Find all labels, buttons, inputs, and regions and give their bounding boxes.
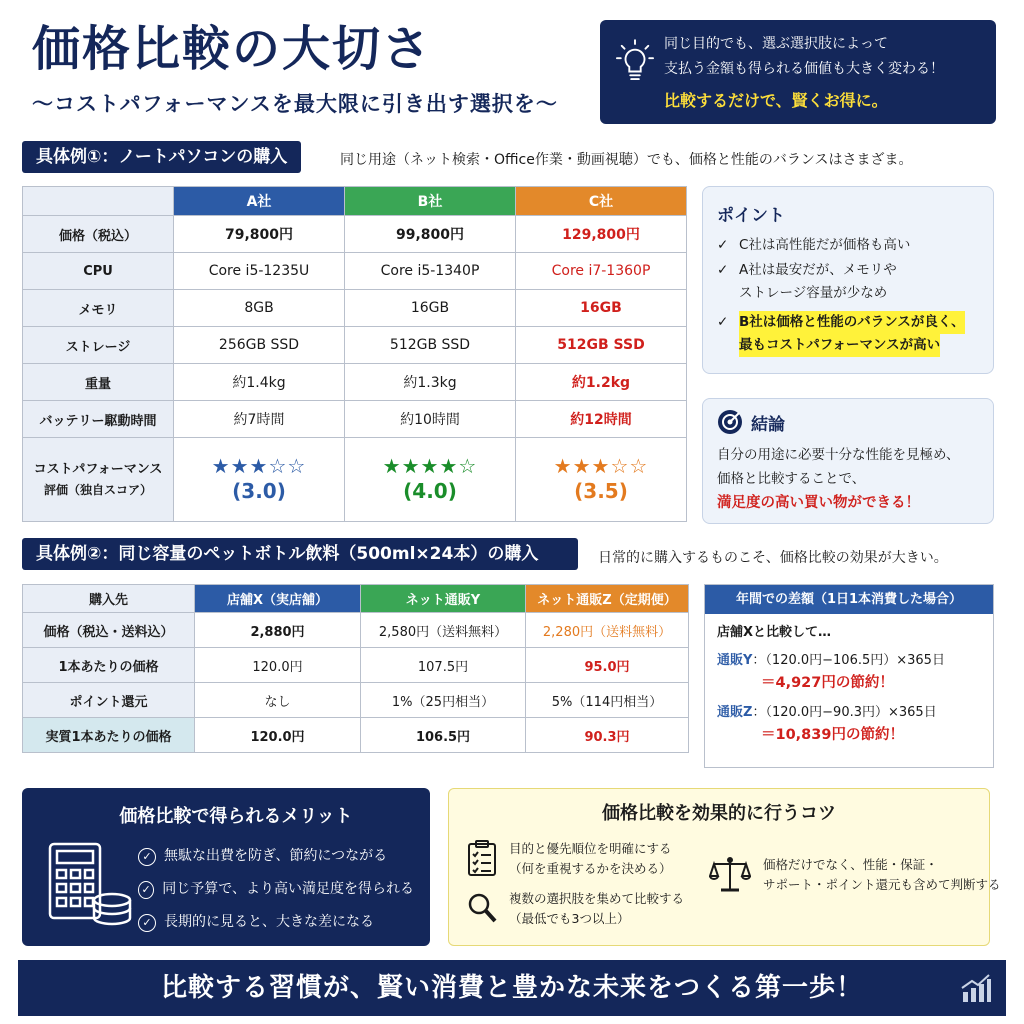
table-cell: 256GB SSD — [174, 327, 345, 364]
row-label: ストレージ — [23, 327, 174, 364]
table-row — [23, 290, 687, 327]
table-row — [23, 364, 687, 401]
rating-cell-b — [345, 438, 516, 522]
merits-box — [22, 788, 430, 946]
score-a: (3.0) — [232, 478, 286, 503]
table-cell: なし — [195, 683, 361, 718]
page-subtitle: 〜コストパフォーマンスを最大限に引き出す選択を〜 — [32, 92, 558, 116]
table-cell: 16GB — [516, 290, 687, 327]
rating-row — [23, 438, 687, 522]
table-cell: 約10時間 — [345, 401, 516, 438]
merits-title: 価格比較で得られるメリット — [119, 806, 353, 827]
table-row — [23, 648, 689, 683]
callout-emphasis: 比較するだけで、賢くお得に。 — [664, 91, 888, 110]
point-item-continued: ストレージ容量が少なめ — [739, 285, 888, 301]
footer-banner — [18, 960, 1006, 1016]
calculator-icon — [44, 840, 136, 932]
merit-item: ✓ 無駄な出費を防ぎ、節約につながる — [38, 840, 414, 873]
conclusion-title: 結論 — [751, 414, 785, 435]
table-cell: 512GB SSD — [516, 327, 687, 364]
table-cell: 約1.2kg — [516, 364, 687, 401]
conclusion-box — [702, 398, 994, 524]
check-icon: ✓ — [717, 262, 729, 278]
table-cell: 2,280円（送料無料） — [526, 613, 689, 648]
table-row — [23, 613, 689, 648]
row-label: 1本あたりの価格 — [23, 648, 195, 683]
beverage-comparison-table — [22, 584, 689, 753]
shop-y-calculation: ：（120.0円−106.5円）×365日 — [752, 653, 945, 668]
row-label: バッテリー駆動時間 — [23, 401, 174, 438]
column-header-shop-y: ネット通販Y — [361, 585, 526, 613]
table-cell: Core i7-1360P — [516, 253, 687, 290]
footer-text: 比較する習慣が、賢い消費と豊かな未来をつくる第一歩！ — [160, 973, 863, 1003]
page-title: 価格比較の大切さ — [32, 21, 433, 77]
callout-box — [600, 20, 996, 124]
shop-z-calculation: ：（120.0円−90.3円）×365日 — [752, 705, 937, 720]
tip-1-line-2: （何を重視するかを決める） — [509, 861, 672, 876]
tips-title: 価格比較を効果的に行うコツ — [602, 803, 836, 824]
annual-difference-box — [704, 584, 994, 768]
annual-difference-title: 年間での差額（1日1本消費した場合） — [705, 585, 993, 614]
check-circle-icon: ✓ — [138, 914, 156, 932]
conclusion-heading — [717, 409, 979, 435]
checklist-icon — [467, 839, 497, 877]
shop-y-savings: ＝4,927円の節約！ — [761, 675, 894, 691]
conclusion-line-3: 満足度の高い買い物ができる！ — [717, 495, 920, 511]
rating-cell-a — [174, 438, 345, 522]
conclusion-line-1: 自分の用途に必要十分な性能を見極め、 — [717, 447, 960, 463]
row-label: 実質1本あたりの価格 — [23, 718, 195, 753]
check-circle-icon: ✓ — [138, 881, 154, 899]
check-circle-icon: ✓ — [138, 848, 156, 866]
column-header-shop-z: ネット通販Z（定期便） — [526, 585, 689, 613]
table-cell: 79,800円 — [174, 216, 345, 253]
table-cell: 約12時間 — [516, 401, 687, 438]
table-cell: 90.3円 — [526, 718, 689, 753]
point-item: ✓ B社は価格と性能のバランスが良く、 — [717, 311, 979, 334]
table-cell: 120.0円 — [195, 648, 361, 683]
column-header-store-x: 店舗X（実店舗） — [195, 585, 361, 613]
point-item-continued: 最もコストパフォーマンスが高い — [717, 334, 979, 357]
tip-item — [467, 839, 672, 879]
table-header-label: 購入先 — [23, 585, 195, 613]
tip-1-line-1: 目的と優先順位を明確にする — [509, 841, 672, 856]
table-cell: 8GB — [174, 290, 345, 327]
check-icon: ✓ — [717, 314, 729, 330]
point-item: ✓ A社は最安だが、メモリや — [717, 259, 979, 282]
column-header-a: A社 — [174, 187, 345, 216]
table-cell: 95.0円 — [526, 648, 689, 683]
table-row — [23, 327, 687, 364]
tip-item — [709, 855, 1001, 895]
shop-z-label: 通販Z — [717, 705, 753, 720]
row-label: CPU — [23, 253, 174, 290]
table-cell: Core i5-1340P — [345, 253, 516, 290]
table-cell: 2,880円 — [195, 613, 361, 648]
tip-3-line-2: サポート・ポイント還元も含めて判断する — [763, 877, 1001, 892]
point-item: ✓ C社は高性能だが価格も高い — [717, 234, 979, 257]
table-cell: 約1.3kg — [345, 364, 516, 401]
table-row — [23, 401, 687, 438]
table-row — [23, 683, 689, 718]
shop-y-label: 通販Y — [717, 653, 753, 668]
table-cell: 約7時間 — [174, 401, 345, 438]
rating-label-line-2: 評価（独自スコア） — [43, 482, 152, 497]
table-cell: Core i5-1235U — [174, 253, 345, 290]
conclusion-line-2: 価格と比較することで、 — [717, 471, 866, 487]
table-cell: 2,580円（送料無料） — [361, 613, 526, 648]
annual-difference-intro: 店舗Xと比較して… — [717, 625, 832, 640]
example1-description: 同じ用途（ネット検索・Office作業・動画視聴）でも、価格と性能のバランスはさまざま。 — [340, 152, 913, 168]
example2-heading: 具体例②：同じ容量のペットボトル飲料（500ml×24本）の購入 — [22, 538, 578, 570]
lightbulb-icon — [616, 38, 654, 86]
column-header-c: C社 — [516, 187, 687, 216]
example2-description: 日常的に購入するものこそ、価格比較の効果が大きい。 — [598, 550, 948, 566]
tip-2-line-2: （最低でも3つ以上） — [509, 911, 630, 926]
rating-row-label — [23, 438, 174, 522]
example1-heading: 具体例①：ノートパソコンの購入 — [22, 141, 301, 173]
rating-cell-c — [516, 438, 687, 522]
target-icon — [717, 409, 743, 435]
star-rating-b: ★★★★☆ — [382, 453, 478, 478]
row-label: 重量 — [23, 364, 174, 401]
row-label: メモリ — [23, 290, 174, 327]
score-c: (3.5) — [574, 478, 628, 503]
scale-icon — [709, 855, 751, 893]
table-row — [23, 718, 689, 753]
row-label: 価格（税込・送料込） — [23, 613, 195, 648]
table-cell: 5%（114円相当） — [526, 683, 689, 718]
table-cell: 106.5円 — [361, 718, 526, 753]
point-title: ポイント — [717, 206, 785, 226]
table-cell: 107.5円 — [361, 648, 526, 683]
star-rating-a: ★★★☆☆ — [211, 453, 307, 478]
table-cell: 約1.4kg — [174, 364, 345, 401]
column-header-b: B社 — [345, 187, 516, 216]
callout-line-1: 同じ目的でも、選ぶ選択肢によって — [664, 36, 888, 52]
score-b: (4.0) — [403, 478, 457, 503]
callout-line-2: 支払う金額も得られる価値も大きく変わる！ — [664, 61, 944, 77]
magnifier-icon — [467, 889, 497, 927]
table-row — [23, 253, 687, 290]
tip-2-line-1: 複数の選択肢を集めて比較する — [509, 891, 685, 906]
merit-item: ✓ 同じ予算で、より高い満足度を得られる — [38, 873, 414, 906]
tip-3-line-1: 価格だけでなく、性能・保証・ — [763, 857, 938, 872]
merit-item: ✓ 長期的に見ると、大きな差になる — [38, 906, 414, 939]
table-cell: 1%（25円相当） — [361, 683, 526, 718]
table-corner — [23, 187, 174, 216]
laptop-comparison-table — [22, 186, 687, 522]
growth-chart-icon — [960, 972, 992, 1004]
table-cell: 512GB SSD — [345, 327, 516, 364]
table-row — [23, 216, 687, 253]
row-label: ポイント還元 — [23, 683, 195, 718]
table-cell: 16GB — [345, 290, 516, 327]
row-label: 価格（税込） — [23, 216, 174, 253]
tip-item — [467, 889, 684, 929]
shop-z-savings: ＝10,839円の節約！ — [761, 727, 904, 743]
rating-label-line-1: コストパフォーマンス — [33, 461, 163, 477]
point-box — [702, 186, 994, 374]
check-icon: ✓ — [717, 237, 729, 253]
star-rating-c: ★★★☆☆ — [553, 453, 649, 478]
tips-box — [448, 788, 1001, 946]
table-cell: 99,800円 — [345, 216, 516, 253]
table-cell: 120.0円 — [195, 718, 361, 753]
table-cell: 129,800円 — [516, 216, 687, 253]
